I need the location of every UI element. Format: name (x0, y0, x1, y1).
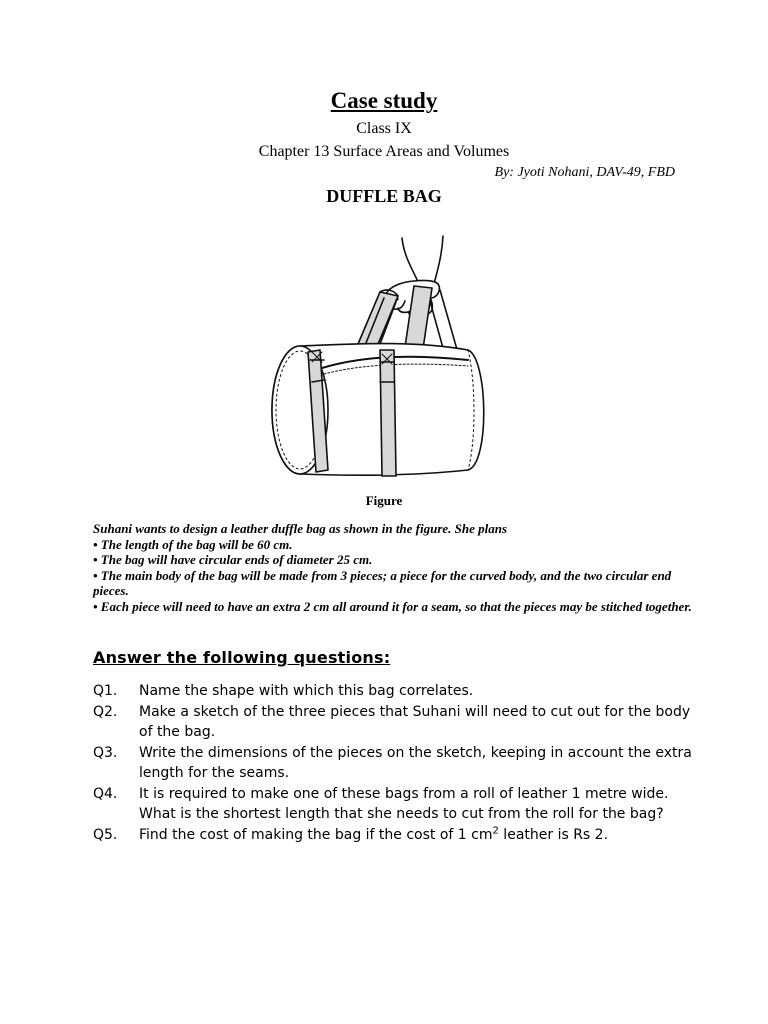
class-label: Class IX (356, 120, 412, 137)
question-text: Name the shape with which this bag correlates. (139, 683, 474, 699)
intro-bullet: • The main body of the bag will be made from 3 pieces; a piece for the curved body, and the two circular end pieces. (93, 567, 672, 598)
intro-bullet: • The length of the bag will be 60 cm. (93, 536, 293, 552)
question-item (93, 681, 693, 702)
question-item (93, 825, 693, 846)
questions-heading: Answer the following questions: (93, 648, 391, 667)
question-number: Q2. (93, 703, 118, 720)
superscript: 2 (492, 824, 499, 836)
problem-description (93, 521, 693, 614)
figure-caption: Figure (365, 493, 403, 508)
question-text-main: Find the cost of making the bag if the cost of 1 cm (139, 826, 493, 843)
page-title: Case study (330, 88, 438, 113)
question-text: It is required to make one of these bags from a roll of leather 1 metre wide. What is the shortest length that she needs to cut from the roll for the bag? (139, 785, 669, 822)
chapter-label: Chapter 13 Surface Areas and Volumes (258, 143, 510, 160)
question-number: Q1. (93, 683, 118, 699)
question-item (93, 702, 693, 743)
question-item (93, 784, 693, 825)
intro-bullet: • Each piece will need to have an extra 2 cm all around it for a seam, so that the pieces may be stitched together. (93, 598, 692, 614)
question-number: Q3. (93, 744, 118, 761)
question-text: Write the dimensions of the pieces on the sketch, keeping in account the extra length for the seams. (139, 744, 692, 781)
question-number: Q4. (93, 785, 118, 802)
question-list (93, 681, 693, 845)
author-credit: By: Jyoti Nohani, DAV-49, FBD (494, 165, 675, 180)
question-item (93, 743, 693, 784)
question-text: Make a sketch of the three pieces that Suhani will need to cut out for the body of the bag. (139, 703, 691, 740)
section-heading: DUFFLE BAG (326, 186, 442, 206)
duffle-bag-illustration (262, 232, 494, 480)
question-text-tail: leather is Rs 2. (498, 826, 609, 843)
intro-bullet: • The bag will have circular ends of diameter 25 cm. (93, 552, 373, 567)
question-number: Q5. (93, 826, 118, 843)
intro-lead: Suhani wants to design a leather duffle bag as shown in the figure. She plans (93, 521, 508, 536)
question-text (139, 825, 693, 846)
